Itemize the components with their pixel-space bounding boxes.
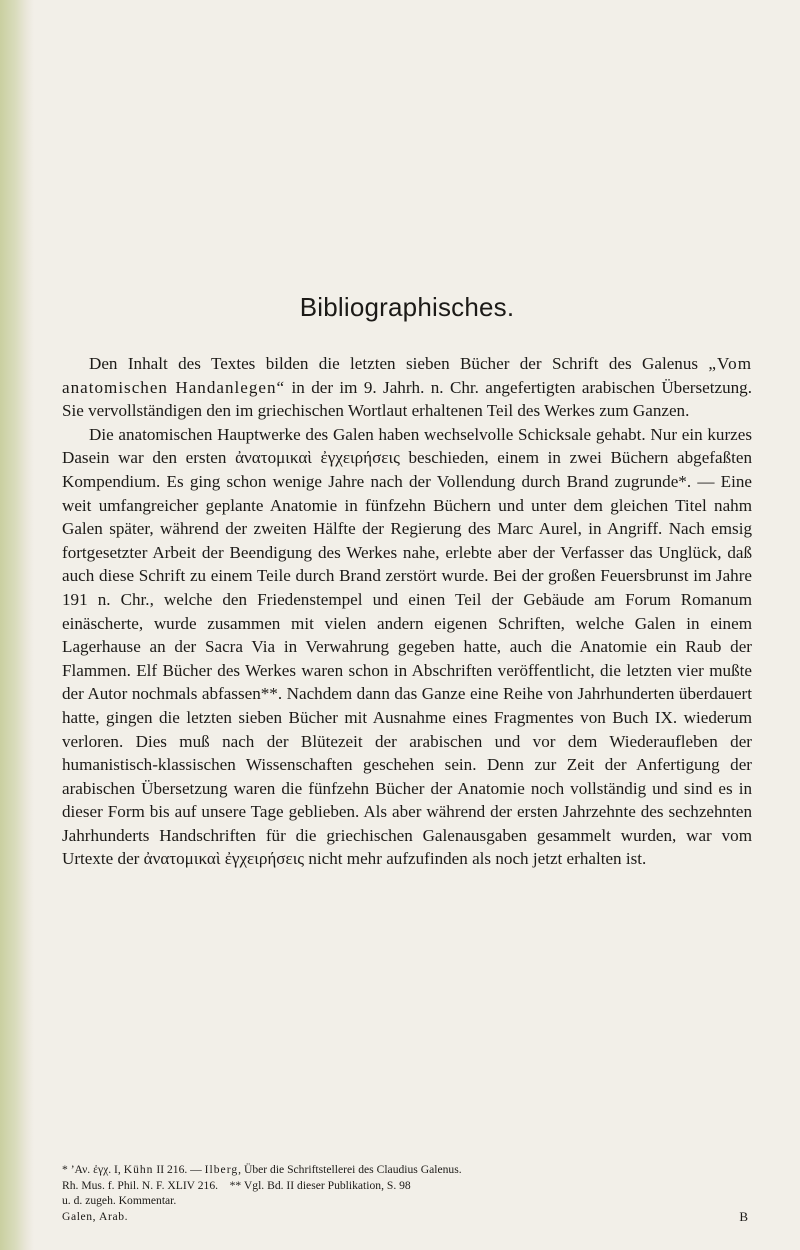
paragraph-1	[62, 352, 752, 423]
footnote-line-3	[62, 1193, 752, 1209]
footnote-2-text: Rh. Mus. f. Phil. N. F. XLIV 216. ** Vgl. Bd. II dieser Publikation, S. 98	[62, 1178, 411, 1192]
page-binding-edge	[0, 0, 34, 1250]
footnote-1-mid: II 216. —	[153, 1163, 205, 1176]
footer-running-title: Galen, Arab.	[62, 1209, 129, 1223]
footnote-author-kuehn: Kühn	[123, 1163, 154, 1176]
book-page	[62, 0, 752, 1250]
footnote-line-1	[62, 1162, 752, 1178]
paragraph-2: Die anatomischen Hauptwerke des Galen haben wechselvolle Schicksale gehabt. Nur ein kurzes Dasein war den ersten ἀνατομικαὶ ἐγχειρήσεις beschieden, einem in zwei Büchern abgefaßten Kompendium. Es ging schon wenige Jahre nach der Vollendung durch Brand zugrunde*. — Eine weit umfangreicher geplante Anatomie in fünfzehn Büchern und unter dem gleichen Titel nahm Galen später, während der zweiten Hälfte der Regierung des Marc Aurel, in Angriff. Nach emsig fortgesetzter Arbeit der Beendigung des Werkes nahe, erlebte aber der Verfasser das Unglück, daß auch diese Schrift zu einem Teile durch Brand zerstört wurde. Bei der großen Feuersbrunst im Jahre 191 n. Chr., welche den Friedenstempel und einen Teil der Gebäude am Forum Romanum einäscherte, wurde zusammen mit vielen andern eigenen Schriften, welche Galen in einem Lagerhause an der Sacra Via in Verwahrung gegeben hatte, auch die Anatomie ein Raub der Flammen. Elf Bücher des Werkes waren schon in Abschriften veröffentlicht, die letzten vier mußte der Autor nochmals abfassen**. Nachdem dann das Ganze eine Reihe von Jahrhunderten überdauert hatte, gingen die letzten sieben Bücher mit Ausnahme eines Fragmentes von Buch IX. wiederum verloren. Dies muß nach der Blütezeit der arabischen und vor dem Wiederaufleben der humanistisch-klassischen Wissenschaften geschehen sein. Denn zur Zeit der Anfertigung der arabischen Übersetzung waren die fünfzehn Bücher der Anatomie noch vollständig und sind es in dieser Form bis auf unsere Tage geblieben. Als aber während der ersten Jahrzehnte des sechzehnten Jahrhunderts Handschriften für die griechischen Galenausgaben gesammelt wurden, war vom Urtexte der ἀνατομικαὶ ἐγχειρήσεις nicht mehr aufzufinden als noch jetzt erhalten ist.	[62, 424, 752, 869]
paragraph-1-start: Den Inhalt des Textes bilden die letzten sieben Bücher der Schrift des Galenus	[89, 354, 709, 373]
signature-mark: B	[739, 1208, 748, 1224]
footnote-line-2	[62, 1178, 752, 1194]
footnote-3-text: u. d. zugeh. Kommentar.	[62, 1194, 177, 1208]
footnotes	[62, 1162, 752, 1224]
footnote-author-ilberg: Ilberg	[204, 1163, 239, 1176]
body-text	[62, 352, 752, 871]
page-heading: Bibliographisches.	[299, 292, 515, 322]
footnote-1-ref: * ’Αν. ἐγχ. I,	[62, 1163, 124, 1176]
page-footer	[62, 1209, 752, 1225]
footnote-1-text	[62, 1162, 462, 1178]
paragraph-1-end: in der im 9. Jahrh. n. Chr. angefertigten arabischen Übersetzung. Sie vervollständigen den im griechischen Wortlaut erhaltenen Teil des Werkes zum Ganzen.	[62, 377, 752, 421]
work-title-spaced: „Vom anatomischen Handanlegen“	[62, 354, 752, 397]
footnote-1-title: , Über die Schriftstellerei des Claudius Galenus.	[238, 1163, 462, 1176]
